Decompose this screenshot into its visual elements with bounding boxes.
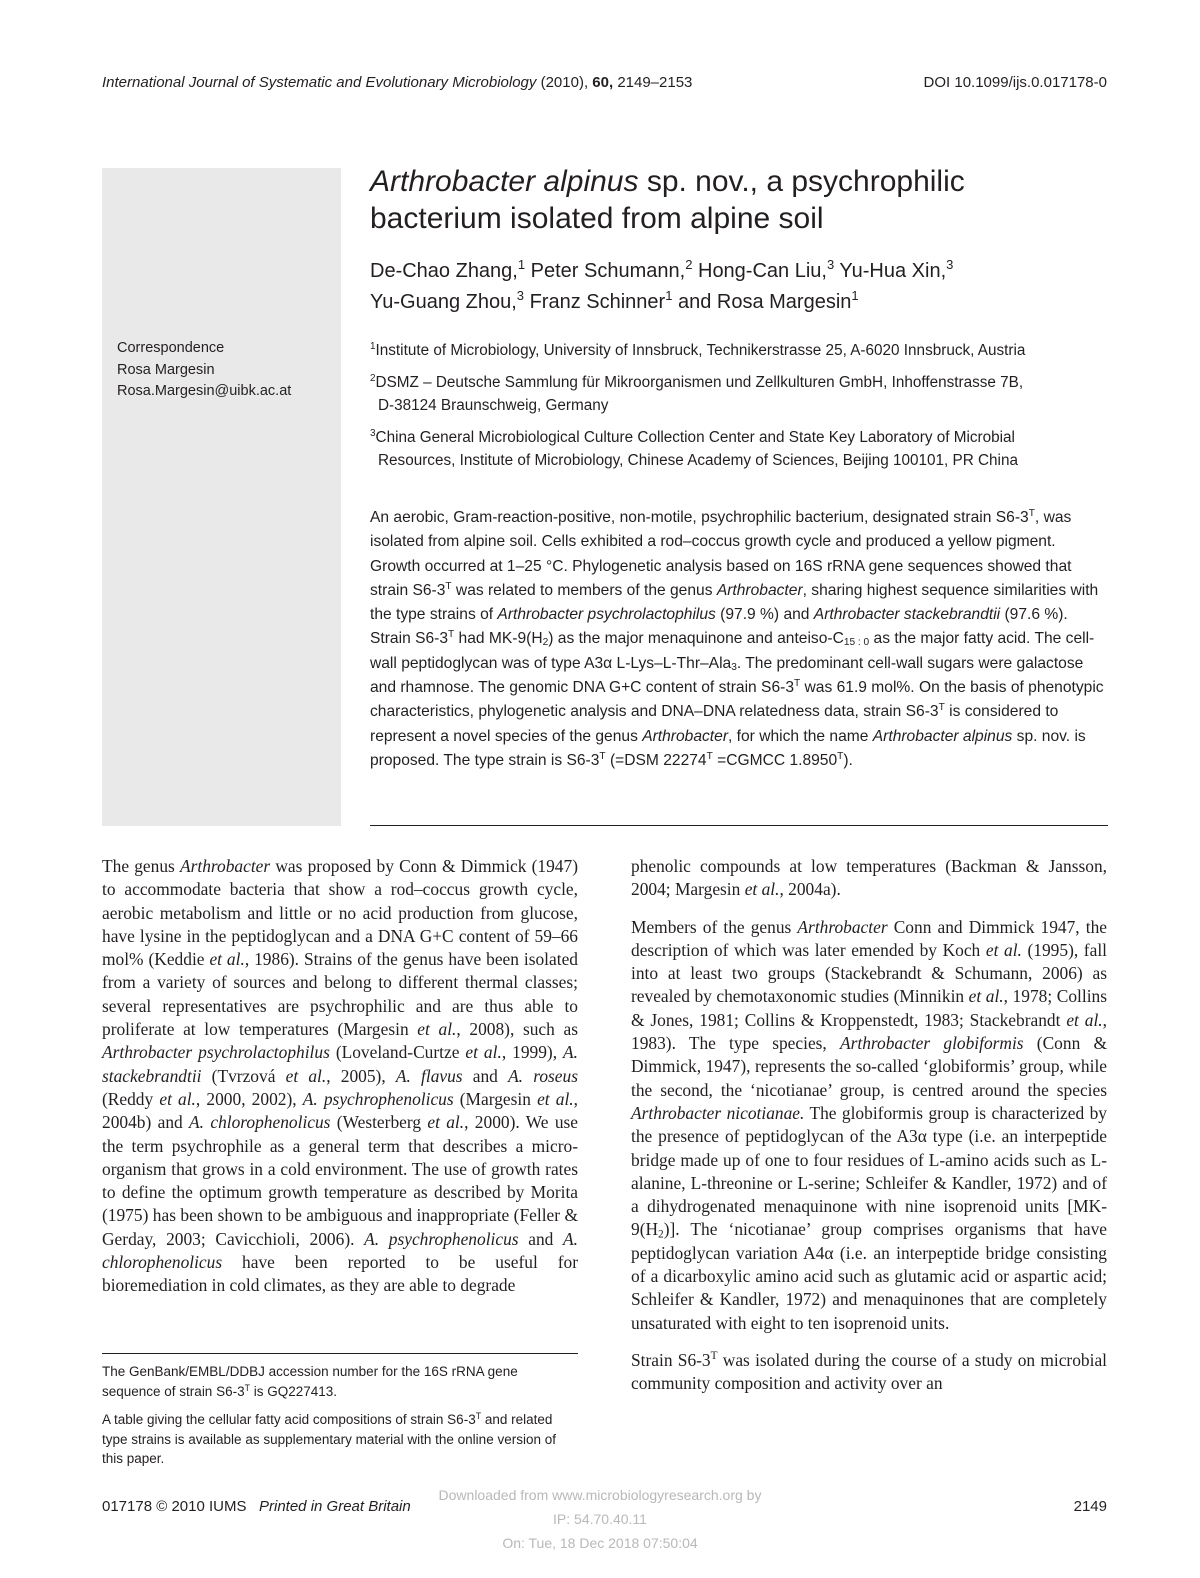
side-panel — [102, 168, 341, 826]
body-text: , 2008), such as — [456, 1019, 578, 1040]
doi[interactable]: DOI 10.1099/ijs.0.017178-0 — [923, 74, 1107, 91]
body-paragraph — [631, 1349, 1107, 1396]
type-strain-mark: T — [710, 1350, 718, 1363]
author-affil-num: 3 — [516, 288, 525, 304]
subscript: 2 — [542, 637, 549, 649]
type-strain-mark: T — [938, 702, 945, 714]
et-al: et al. — [537, 1088, 574, 1109]
body-text: )]. The ‘nicotianae’ group comprises organisms that have peptidoglycan variation A4α (i.e. an interpeptide bridge consisting of a dicarboxylic amino acid such as glutamic acid or aspartic acid; Schleifer & Kandler, 1972) and menaquinones that are completely unsaturated with eight to ten isoprenoid units. — [631, 1219, 1107, 1333]
body-text: , 2004b) and — [102, 1088, 579, 1133]
journal-pages: 2149–2153 — [617, 74, 693, 91]
body-text: was isolated during the course of a study on microbial community composition and activity over an — [631, 1349, 1107, 1394]
printed-note: Printed in Great Britain — [259, 1498, 411, 1515]
footnote-text: The GenBank/EMBL/DDBJ accession number for the 16S rRNA gene sequence of strain S6-3 — [102, 1364, 518, 1399]
author-name: Franz Schinner — [524, 291, 666, 313]
body-text: , 2005), — [326, 1065, 396, 1086]
abstract-text: , was isolated from alpine soil. Cells exhibited a rod–coccus growth cycle and produced a yellow pigment. Growth occurred at 1–25 °C. Phylogenetic analysis based on 16S rRNA gene sequences showed that strain S6-3 — [370, 509, 1072, 599]
correspondence-block — [117, 338, 291, 403]
taxon-name: Arthrobacter — [716, 581, 803, 599]
author-affil-num: 3 — [946, 257, 954, 273]
body-text: (Margesin — [453, 1088, 538, 1109]
body-text: Conn and Dimmick 1947, the description of which was later emended by Koch — [631, 916, 1107, 960]
taxon-name: A. psychrophenolicus — [302, 1088, 454, 1109]
footnote-accession — [102, 1362, 578, 1401]
body-text: , 1986). Strains of the genus have been isolated from a variety of sources and belong to different thermal classes; several representatives are psychrophilic and are thus able to proliferate at low temperatures (Margesin — [102, 949, 578, 1040]
running-header — [102, 74, 692, 91]
body-text: was proposed by Conn & Dimmick (1947) to accommodate bacteria that show a rod–coccus growth cycle, aerobic metabolism and little or no acid production from glucose, have lysine in the peptidoglycan and a DNA G+C content of 59–66 mol% (Keddie — [102, 856, 578, 970]
type-strain-mark: T — [244, 1382, 250, 1393]
taxon-name: Arthrobacter — [642, 727, 729, 745]
taxon-name: A. psychrophenolicus — [364, 1228, 519, 1249]
taxon-name: Arthrobacter globiformis — [840, 1033, 1024, 1054]
taxon-name: A. roseus — [508, 1065, 578, 1086]
subscript: 2 — [658, 1228, 664, 1241]
correspondence-name: Rosa Margesin — [117, 361, 215, 378]
footnote-divider — [102, 1353, 578, 1354]
abstract-divider — [370, 825, 1108, 826]
footnote-text: is GQ227413. — [249, 1383, 338, 1399]
abstract-text: is considered to represent a novel species of the genus — [370, 703, 1059, 745]
body-text: Members of the genus — [631, 916, 798, 937]
et-al: et al. — [159, 1088, 196, 1109]
abstract-text: An aerobic, Gram-reaction-positive, non-motile, psychrophilic bacterium, designated strain S6-3 — [370, 509, 1029, 526]
author-affil-num: 3 — [826, 257, 835, 273]
author-name: and Rosa Margesin — [672, 291, 852, 313]
title-line2: bacterium isolated from alpine soil — [370, 202, 824, 235]
et-al: et al. — [968, 986, 1004, 1007]
et-al: et al. — [285, 1065, 327, 1086]
body-text: and — [462, 1065, 509, 1086]
abstract-text: as the major fatty acid. The cell-wall peptidoglycan was of type A3α L-Lys–L-Thr–Ala — [370, 630, 1095, 672]
abstract-text: sp. nov. is proposed. The type strain is S6-3 — [370, 727, 1086, 769]
abstract-text: (97.9 %) and — [715, 606, 814, 624]
download-watermark: Downloaded from www.microbiologyresearch.org by — [438, 1487, 762, 1503]
body-text: (Conn & Dimmick, 1947), represents the so-called ‘globiformis’ group, while the second, the ‘nicotianae’ group, is centred around the species — [631, 1033, 1108, 1100]
body-paragraph — [631, 855, 1107, 902]
type-strain-mark: T — [599, 750, 606, 762]
taxon-name: Arthrobacter — [180, 856, 271, 876]
et-al: et al. — [209, 949, 245, 970]
abstract — [370, 506, 1108, 773]
abstract-text: . The predominant cell-wall sugars were galactose and rhamnose. The genomic DNA G+C content of strain S6-3 — [370, 654, 1084, 697]
author-name: Yu-Guang Zhou, — [370, 291, 517, 313]
taxon-name: Arthrobacter nicotianae. — [631, 1102, 805, 1123]
download-watermark: On: Tue, 18 Dec 2018 07:50:04 — [502, 1535, 698, 1551]
article-title — [370, 163, 1130, 237]
affiliation-number: 2 — [370, 373, 376, 385]
et-al: et al. — [465, 1042, 502, 1063]
journal-year: (2010), — [540, 74, 589, 91]
author-name: Hong-Can Liu, — [692, 260, 827, 282]
body-text: (1995), fall into at least two groups (Stackebrandt & Schumann, 2006) as revealed by chemotaxonomic studies (Minnikin — [631, 939, 1107, 1007]
taxon-name: A. flavus — [395, 1065, 463, 1086]
taxon-name: A. chlorophenolicus — [189, 1112, 331, 1133]
body-text: (Loveland-Curtze — [329, 1042, 466, 1063]
affiliation-text: DSMZ – Deutsche Sammlung für Mikroorganismen und Zellkulturen GmbH, Inhoffenstrasse 7B, — [375, 374, 1024, 391]
body-text: (Tvrzová — [201, 1065, 286, 1086]
abstract-text: ) as the major menaquinone and anteiso-C — [548, 630, 844, 648]
body-text: , 2000). We use the term psychrophile as a general term that describes a micro-organism that grows in a cold environment. The use of growth rates to define the optimum growth temperature as described by Morita (1975) has been shown to be ambiguous and inappropriate (Feller & Gerday, 2003; Cavicchioli, 2006). — [102, 1112, 578, 1249]
taxon-name: Arthrobacter psychrolactophilus — [102, 1042, 330, 1063]
subscript: 15 : 0 — [843, 637, 870, 649]
taxon-name: Arthrobacter stackebrandtii — [813, 606, 1001, 624]
author-list — [370, 256, 1130, 318]
author-name: Yu-Hua Xin, — [834, 260, 947, 282]
title-rest: sp. nov., a psychrophilic — [638, 165, 965, 198]
et-al: et al. — [427, 1112, 465, 1133]
footnote-text: A table giving the cellular fatty acid compositions of strain S6-3 — [102, 1412, 476, 1427]
abstract-text: (97.6 %). Strain S6-3 — [370, 606, 1068, 648]
taxon-name: A. chlorophenolicus — [102, 1228, 578, 1273]
abstract-text: (=DSM 22274 — [605, 751, 707, 769]
et-al: et al. — [1066, 1009, 1103, 1030]
abstract-text: was 61.9 mol%. On the basis of phenotypic characteristics, phylogenetic analysis and DNA–DNA relatedness data, strain S6-3 — [370, 679, 1104, 721]
body-column-right — [631, 855, 1107, 1410]
author-name: Peter Schumann, — [525, 260, 686, 282]
author-affil-num: 1 — [665, 288, 673, 304]
abstract-text: =CGMCC 1.8950 — [712, 751, 838, 769]
type-strain-mark: T — [475, 1410, 482, 1421]
body-text: The genus — [102, 856, 180, 876]
affiliation-1 — [370, 339, 1110, 362]
type-strain-mark: T — [1028, 507, 1035, 519]
author-name: De-Chao Zhang, — [370, 260, 518, 282]
subscript: 3 — [731, 661, 737, 673]
page-number: 2149 — [1073, 1498, 1107, 1515]
affiliation-text: Institute of Microbiology, University of Innsbruck, Technikerstrasse 25, A-6020 Innsbruck, Austria — [375, 342, 1026, 359]
correspondence-label: Correspondence — [117, 340, 225, 356]
author-affil-num: 1 — [517, 257, 526, 273]
download-watermark: IP: 54.70.40.11 — [553, 1511, 647, 1527]
body-text: , 1983). The type species, — [631, 1009, 1107, 1054]
body-text: , 2000, 2002), — [195, 1088, 303, 1109]
abstract-text: was related to members of the genus — [451, 581, 717, 599]
et-al: et al. — [744, 879, 780, 900]
type-strain-mark: T — [706, 750, 713, 762]
body-paragraph — [102, 855, 578, 1298]
abstract-text: ). — [843, 751, 853, 769]
taxon-name: A. stackebrandtii — [102, 1042, 579, 1086]
body-text: have been reported to be useful for bioremediation in cold climates, as they are able to degrade — [102, 1252, 578, 1296]
body-text: (Reddy — [102, 1088, 160, 1109]
affiliation-text: China General Microbiological Culture Collection Center and State Key Laboratory of Microbial — [375, 429, 1015, 446]
journal-name: International Journal of Systematic and Evolutionary Microbiology — [102, 74, 537, 91]
body-text: Strain S6-3 — [631, 1349, 711, 1370]
page-footer — [102, 1498, 411, 1515]
body-column-left — [102, 855, 578, 1312]
abstract-text: had MK-9(H — [454, 630, 543, 648]
body-text: , 1999), — [501, 1042, 564, 1063]
body-text: , 2004a). — [779, 879, 841, 900]
article-code: 017178 © 2010 IUMS — [102, 1498, 247, 1515]
taxon-name: Arthrobacter — [797, 916, 888, 937]
abstract-text: , for which the name — [728, 727, 873, 745]
affiliation-2 — [370, 371, 1110, 417]
type-strain-mark: T — [448, 629, 455, 641]
taxon-name: Arthrobacter psychrolactophilus — [497, 606, 716, 624]
footnote-text: and related type strains is available as supplementary material with the online version of this paper. — [102, 1412, 556, 1466]
body-text: (Westerberg — [330, 1112, 428, 1133]
body-paragraph — [631, 916, 1107, 1335]
body-text: , 1978; Collins & Jones, 1981; Collins & Kroppenstedt, 1983; Stackebrandt — [631, 986, 1107, 1030]
title-species: Arthrobacter alpinus — [370, 165, 639, 198]
affiliation-3 — [370, 426, 1110, 472]
author-affil-num: 1 — [851, 288, 859, 304]
taxon-name: Arthrobacter alpinus — [872, 727, 1013, 745]
affiliation-text: Resources, Institute of Microbiology, Chinese Academy of Sciences, Beijing 100101, PR China — [378, 452, 1018, 469]
body-text: The globiformis group is characterized by the presence of peptidoglycan of the A3α type (i.e. an interpeptide bridge made up of one to four residues of L-amino acids such as L-alanine, L-threonine or L-serine; Schleifer & Kandler, 1972) and of a dihydrogenated menaquinone with nine isoprenoid units [MK-9(H — [631, 1102, 1107, 1240]
affiliation-number: 3 — [370, 428, 376, 440]
correspondence-email[interactable]: Rosa.Margesin@uibk.ac.at — [117, 383, 292, 399]
body-text: phenolic compounds at low temperatures (Backman & Jansson, 2004; Margesin — [631, 856, 1107, 900]
type-strain-mark: T — [794, 678, 801, 689]
affiliation-number: 1 — [370, 341, 376, 353]
abstract-text: , sharing highest sequence similarities with the type strains of — [370, 581, 1099, 624]
affiliation-text: D-38124 Braunschweig, Germany — [378, 397, 609, 414]
type-strain-mark: T — [837, 750, 844, 762]
et-al: et al. — [417, 1019, 457, 1040]
et-al: et al. — [985, 939, 1022, 960]
journal-volume: 60, — [592, 74, 614, 91]
body-text: and — [518, 1228, 564, 1249]
footnote-supplementary — [102, 1410, 578, 1469]
author-affil-num: 2 — [685, 257, 693, 273]
type-strain-mark: T — [445, 580, 452, 592]
